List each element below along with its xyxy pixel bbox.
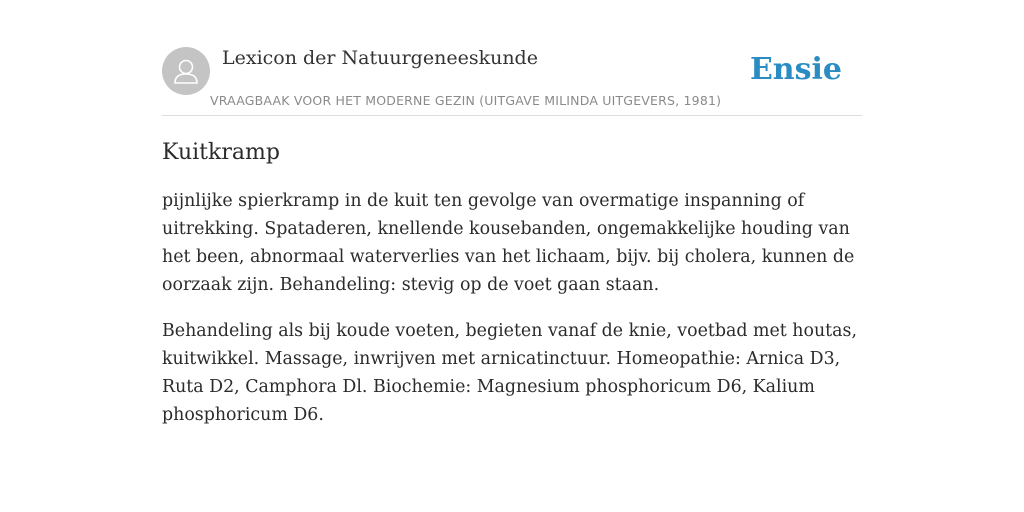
user-icon [162, 47, 210, 95]
entry-title: Kuitkramp [162, 140, 280, 165]
entry-paragraph: pijnlijke spierkramp in de kuit ten gevolge van overmatige inspanning of uitrekking. Spataderen, knellende kousebanden, ongemakkelijke houding van het been, abnormaal waterverlies van het lichaam, bijv. bij cholera, kunnen de oorzaak zijn. Behandeling: stevig op de voet gaan staan. [162, 191, 855, 295]
source-title-link[interactable]: Lexicon der Natuurgeneeskunde [222, 47, 538, 69]
entry-body [162, 187, 862, 429]
source-subtitle: VRAAGBAAK VOOR HET MODERNE GEZIN (UITGAVE MILINDA UITGEVERS, 1981) [210, 93, 722, 108]
entry-card [162, 40, 862, 447]
entry-paragraph: Behandeling als bij koude voeten, begieten vanaf de knie, voetbad met houtas, kuitwikkel. Massage, inwrijven met arnicatinctuur. Homeopathie: Arnica D3, Ruta D2, Camphora Dl. Biochemie: Magnesium phosphoricum D6, Kalium phosphoricum D6. [162, 321, 857, 425]
source-header [162, 40, 862, 116]
source-avatar[interactable] [162, 47, 210, 95]
ensie-logo-link[interactable]: Ensie [749, 52, 842, 87]
